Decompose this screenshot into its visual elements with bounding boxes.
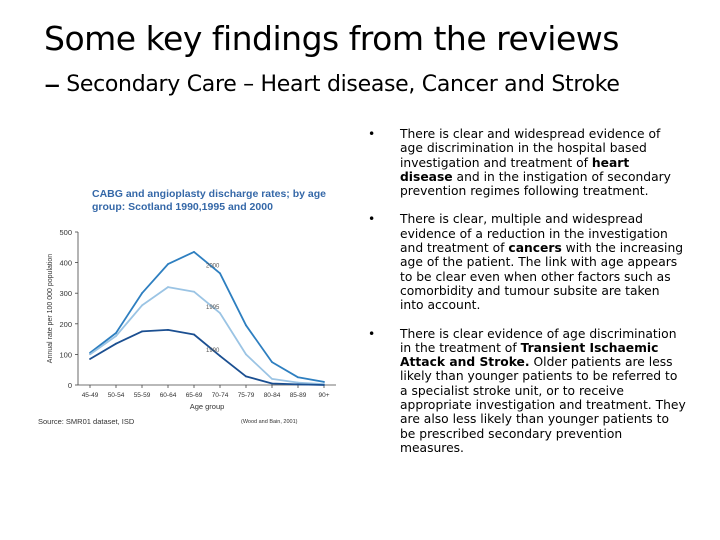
x-tick-label: 85-89 <box>289 392 307 399</box>
chart-title-line: group: Scotland 1990,1995 and 2000 <box>92 201 273 213</box>
finding-item <box>368 212 686 312</box>
finding-text: with the increasing age of the patient. The link with age appears to be clear even when other factors such as comorbidity and tumour subsite are taken into account. <box>400 241 684 313</box>
finding-item <box>368 127 686 198</box>
data-point-2000 <box>219 272 221 274</box>
data-point-2000 <box>245 324 247 326</box>
x-tick-label: 55-59 <box>133 392 151 399</box>
data-point-2000 <box>141 292 143 294</box>
data-point-1990 <box>193 334 195 336</box>
data-point-1995 <box>167 286 169 288</box>
data-point-1995 <box>219 312 221 314</box>
data-point-1995 <box>245 354 247 356</box>
x-tick-label: 45-49 <box>81 392 99 399</box>
data-point-1995 <box>141 305 143 307</box>
title-line-1: Some key findings from the reviews <box>44 19 619 58</box>
bullet-icon: • <box>368 127 376 141</box>
title-dash: – <box>44 64 61 103</box>
chart-title-line: CABG and angioplasty discharge rates; by age <box>92 188 326 200</box>
data-point-2000 <box>115 332 117 334</box>
data-point-1995 <box>297 382 299 384</box>
finding-item <box>368 327 686 456</box>
y-tick-label: 200 <box>59 319 72 329</box>
data-point-1990 <box>115 343 117 345</box>
y-tick-label: 300 <box>59 289 72 299</box>
data-point-2000 <box>167 263 169 265</box>
title-line-2 <box>44 64 704 103</box>
data-point-1995 <box>89 354 91 356</box>
finding-emphasis: cancers <box>508 241 562 256</box>
data-point-1990 <box>323 384 325 386</box>
x-tick-label: 50-54 <box>107 392 125 399</box>
finding-emphasis: heart disease <box>400 155 630 184</box>
data-point-1995 <box>115 335 117 337</box>
finding-text: and in the instigation of secondary prevention regimes following treatment. <box>400 169 671 199</box>
data-point-1990 <box>271 383 273 385</box>
data-point-1990 <box>245 376 247 378</box>
x-tick-label: 70-74 <box>211 392 229 399</box>
chart-figure <box>36 181 351 431</box>
y-tick-label: 100 <box>59 350 72 360</box>
y-tick-label: 0 <box>67 381 72 390</box>
y-tick-label: 400 <box>59 258 72 268</box>
data-point-1990 <box>89 358 91 360</box>
x-tick-label: 90+ <box>318 392 330 399</box>
discharge-rate-chart <box>36 181 351 431</box>
finding-text: There is clear and widespread evidence of age discrimination in the hospital based investigation and treatment of <box>400 127 661 170</box>
series-label: 2000 <box>206 263 220 270</box>
y-tick-label: 500 <box>59 228 72 237</box>
data-point-1990 <box>219 355 221 357</box>
finding-text: Older patients are less likely than younger patients to be referred to a specialist stroke unit, or to receive appropriate investigation and treatment. They are also less likely than younger patients to be prescribed secondary prevention measures. <box>400 355 686 455</box>
finding-text: There is clear evidence of age discrimination in the treatment of <box>400 326 677 355</box>
data-point-2000 <box>297 376 299 378</box>
data-point-1990 <box>167 329 169 331</box>
chart-citation: (Wood and Bain, 2001) <box>241 419 298 425</box>
series-label: 1990 <box>206 347 220 354</box>
findings-list <box>368 127 686 469</box>
x-tick-label: 60-64 <box>159 392 177 399</box>
series-line-1995 <box>90 287 324 384</box>
chart-source: Source: SMR01 dataset, ISD <box>38 417 135 426</box>
title-line-2-text: Secondary Care – Heart disease, Cancer and Stroke <box>66 72 620 97</box>
x-tick-label: 80-84 <box>263 392 281 399</box>
finding-emphasis: Transient Ischaemic Attack and Stroke. <box>400 340 659 370</box>
series-line-1990 <box>90 330 324 385</box>
x-tick-label: 65-69 <box>185 392 203 399</box>
data-point-2000 <box>193 251 195 253</box>
x-axis-label: Age group <box>189 402 225 411</box>
data-point-2000 <box>271 361 273 363</box>
series-line-2000 <box>90 252 324 382</box>
data-point-1990 <box>297 383 299 385</box>
finding-text: There is clear, multiple and widespread evidence of a reduction in the investigation and treatment of <box>400 212 668 256</box>
series-label: 1995 <box>206 305 220 312</box>
x-tick-label: 75-79 <box>237 392 255 399</box>
data-point-1995 <box>193 291 195 293</box>
data-point-2000 <box>323 381 325 383</box>
data-point-1990 <box>141 331 143 333</box>
data-point-1995 <box>271 378 273 380</box>
slide-title <box>44 19 704 103</box>
y-axis-label: Annual rate per 100 000 population <box>47 253 54 364</box>
bullet-icon: • <box>368 326 376 341</box>
bullet-icon: • <box>368 212 376 227</box>
